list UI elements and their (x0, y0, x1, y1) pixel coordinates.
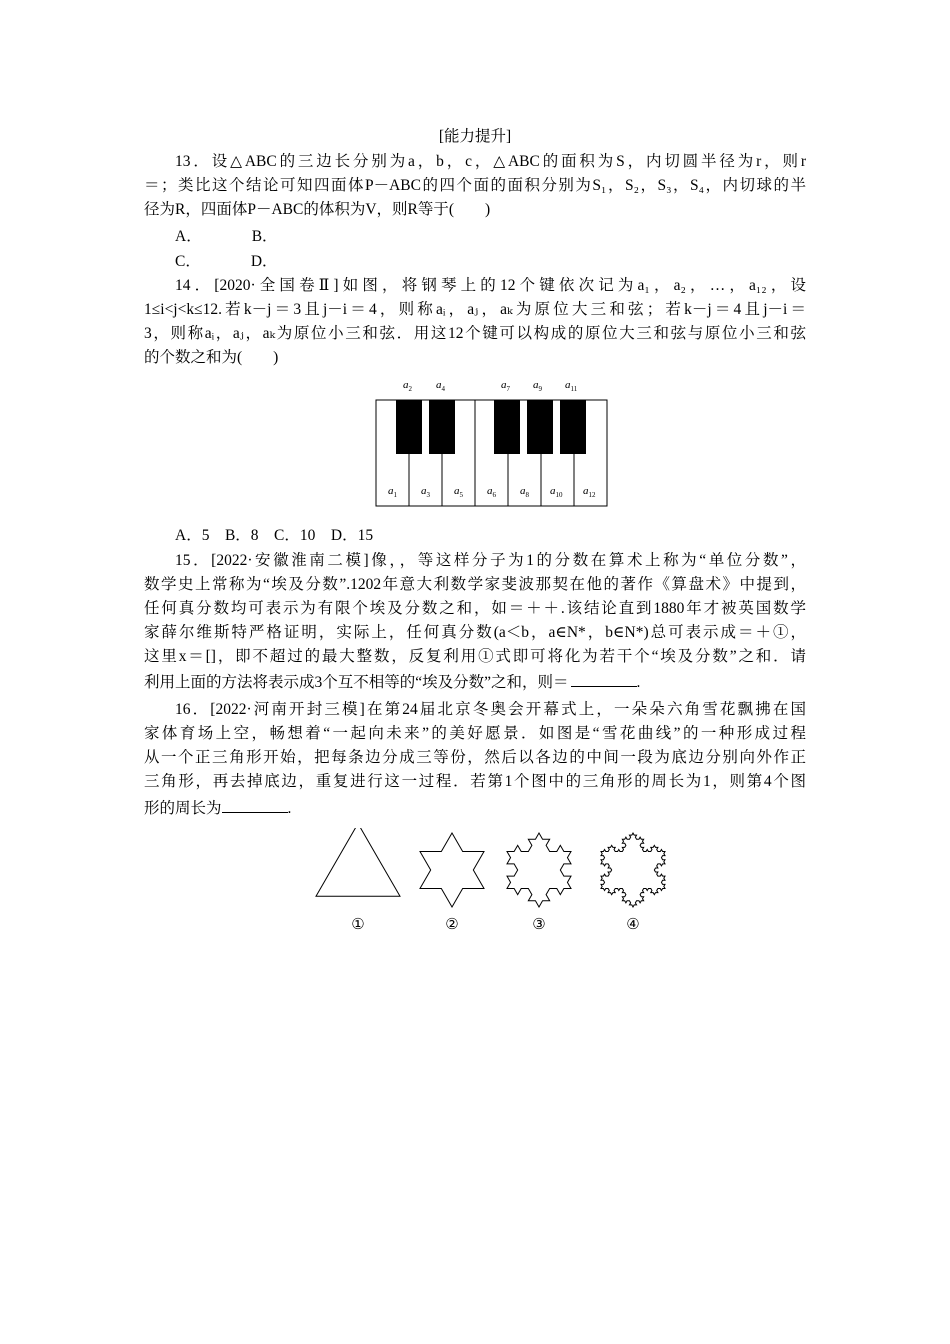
q14-line4: 的个数之和为( ) (144, 349, 279, 366)
label-a3: $a_3$ (421, 485, 430, 499)
q16-line4: 三角形，再去掉底边，重复进行这一过程．若第1个图中的三角形的周长为1，则第4个图 (144, 773, 806, 790)
q14-line1: 14．[2020·全国卷Ⅱ]如图，将钢琴上的12个键依次记为a₁，a₂，…，a₁₂，设 (175, 277, 806, 294)
section-title: [能力提升] (438, 128, 512, 145)
q14-line2: 1≤i<j<k≤12.若k－j＝3且j－i＝4，则称aᵢ，aⱼ，aₖ为原位大三和弦；若k－j＝4且j－i＝ (144, 301, 806, 318)
q15-answer-blank[interactable] (571, 670, 637, 687)
figure-label-2: ② (445, 917, 459, 933)
q13-option-d[interactable]: D． (250, 253, 278, 270)
q13-options-row2 (175, 250, 806, 274)
q13-option-a[interactable]: A． (175, 228, 202, 245)
q13-line3: 径为R，四面体P－ABC的体积为V，则R等于( ) (144, 201, 491, 218)
snowflake-figures (310, 828, 680, 938)
q13-option-c[interactable]: C． (175, 253, 201, 270)
koch-figure-3 (507, 833, 571, 907)
label-a8: $a_8$ (520, 485, 529, 499)
q13-line1: 13．设△ABC的三边长分别为a，b，c，△ABC的面积为S，内切圆半径为r，则r (175, 153, 806, 170)
q15-line4: 家薛尔维斯特严格证明，实际上，任何真分数(a＜b，a∈N*，b∈N*)总可表示成＝＋①， (144, 624, 806, 641)
koch-figure-2 (420, 833, 484, 907)
black-key-a4 (429, 400, 455, 454)
label-a2: $a_2$ (403, 379, 412, 393)
label-a10: $a_{10}$ (550, 485, 563, 499)
q13-line2: ＝；类比这个结论可知四面体P－ABC的四个面的面积分别为S₁，S₂，S₃，S₄，内切球的半 (144, 177, 806, 194)
black-key-labels (403, 379, 578, 393)
label-a7: $a_7$ (501, 379, 510, 393)
figure-label-3: ③ (532, 917, 546, 933)
koch-figure-1 (316, 828, 400, 896)
figure-labels (351, 917, 639, 933)
black-key-a2 (396, 400, 422, 454)
label-a6: $a_6$ (487, 485, 496, 499)
q15-line5: 这里x＝[]，即不超过的最大整数，反复利用①式即可将化为若干个“埃及分数”之和．请 (144, 648, 806, 665)
label-a9: $a_9$ (533, 379, 542, 393)
black-key-a11 (560, 400, 586, 454)
black-key-a7 (494, 400, 520, 454)
q16-line3: 从一个正三角形开始，把每条边分成三等份，然后以各边的中间一段为底边分别向外作正 (144, 749, 806, 766)
figure-label-1: ① (351, 917, 365, 933)
piano-figure (370, 372, 610, 512)
koch3-outline (507, 833, 571, 907)
q16-line1: 16．[2022·河南开封三模]在第24届北京冬奥会开幕式上，一朵朵六角雪花飘拂在国 (175, 701, 806, 718)
label-a1: $a_1$ (388, 485, 397, 499)
q15-line1: 15．[2022·安徽淮南二模]像，，等这样分子为1的分数在算术上称为“单位分数”， (175, 552, 806, 569)
label-a4: $a_4$ (436, 379, 445, 393)
q14-line3: 3，则称aᵢ，aⱼ，aₖ为原位小三和弦．用这12个键可以构成的原位大三和弦与原位小三和弦 (144, 325, 806, 342)
black-key-a9 (527, 400, 553, 454)
label-a12: $a_{12}$ (583, 485, 596, 499)
q16-answer-blank[interactable] (222, 796, 288, 813)
q13-options-row1 (175, 225, 806, 249)
q16-line2: 家体育场上空，畅想着“一起向未来”的美好愿景．如图是“雪花曲线”的一种形成过程 (144, 725, 806, 742)
figure-label-4: ④ (626, 917, 640, 933)
koch-figure-4 (601, 833, 665, 907)
koch4-outline (601, 833, 665, 907)
koch2-outline (420, 833, 484, 907)
q14-options: A．5 B．8 C．10 D．15 (175, 527, 374, 544)
q13-option-b[interactable]: B． (251, 228, 278, 245)
q16-line5: 形的周长为 . (144, 796, 806, 821)
koch1-outline (316, 828, 400, 896)
label-a11: $a_{11}$ (565, 379, 578, 393)
q15-line3: 任何真分数均可表示为有限个埃及分数之和，如＝＋＋.该结论直到1880年才被英国数学 (144, 600, 806, 617)
q15-line6: 利用上面的方法将表示成3个互不相等的“埃及分数”之和，则＝ . (144, 670, 806, 695)
q15-line2: 数学史上常称为“埃及分数”.1202年意大利数学家斐波那契在他的著作《算盘术》中提到， (144, 576, 806, 593)
label-a5: $a_5$ (454, 485, 463, 499)
